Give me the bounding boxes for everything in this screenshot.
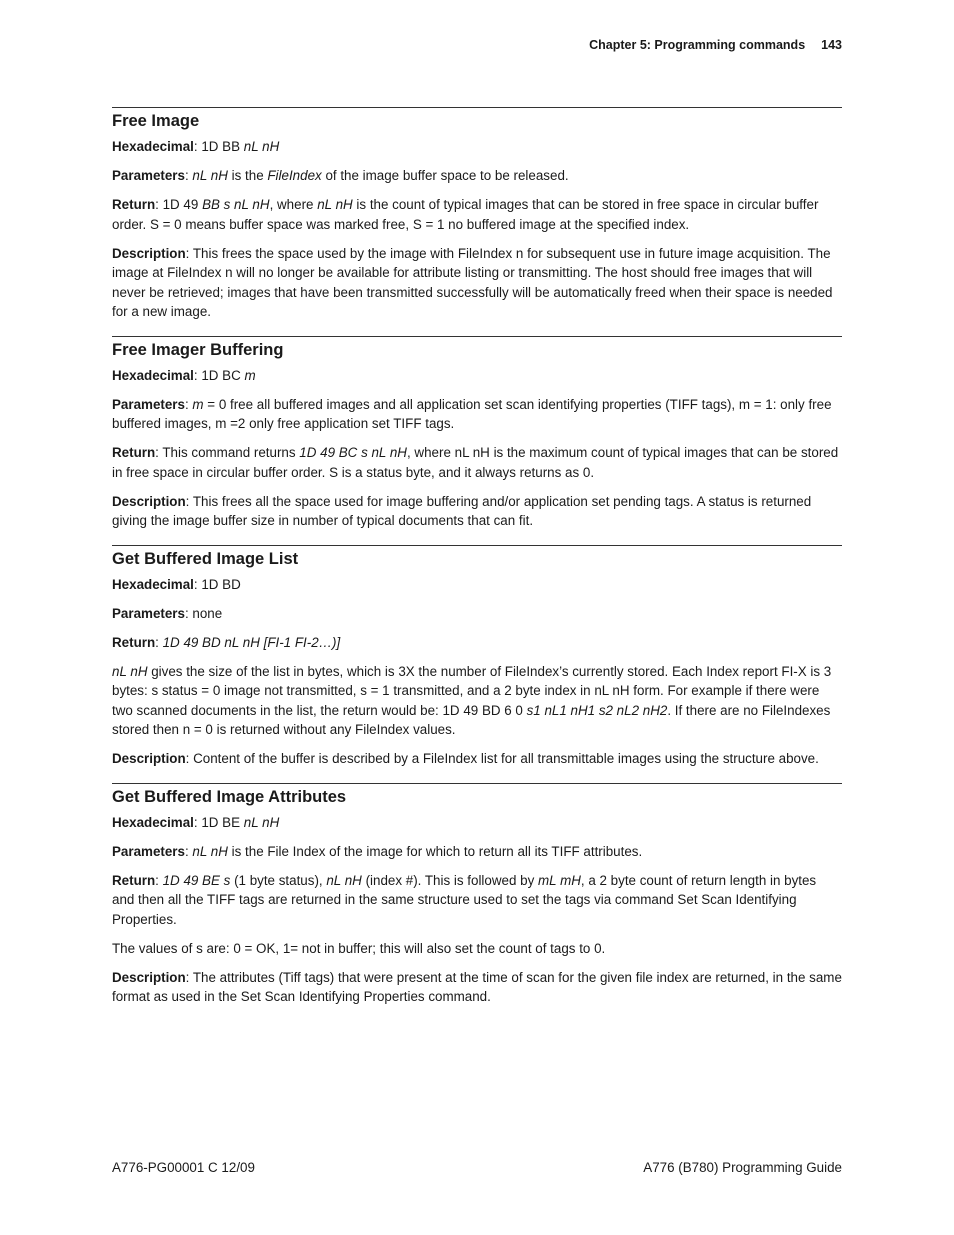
field-label: Description [112, 969, 186, 985]
text-run: : 1D 49 [155, 197, 203, 212]
footer-guide-title: A776 (B780) Programming Guide [643, 1160, 842, 1175]
text-run: . If there are no FileIndexes stored then n = 0 is returned without any FileIndex values. [112, 702, 831, 737]
text-run: = 0 free all buffered images and all application set scan identifying properties (TIFF tags), m = 1: only free buffered images, m =2 only free application set TIFF tags. [112, 396, 832, 431]
text-run: (1 byte status), [230, 872, 327, 888]
field-label: Return [112, 445, 156, 460]
field-label: Description [112, 245, 186, 261]
paragraph [112, 166, 842, 186]
field-label: Parameters [112, 396, 185, 412]
section-free-imager-buffering [112, 336, 842, 531]
text-run: : The attributes (Tiff tags) that were present at the time of scan for the given file index are returned, in the same format as used in the Set Scan Identifying Properties command. [112, 969, 842, 1004]
field-label: Return [112, 197, 156, 212]
text-run: : [184, 396, 193, 412]
italic-term: nL nH [192, 168, 228, 183]
section-title: Free Imager Buffering [112, 340, 284, 359]
paragraph [112, 195, 842, 234]
section-title: Get Buffered Image List [112, 549, 299, 568]
paragraph [112, 575, 842, 595]
italic-term: mL mH [538, 872, 581, 888]
text-run: : This command returns [155, 445, 300, 460]
paragraph [112, 137, 842, 157]
field-label: Parameters [112, 843, 185, 859]
field-label: Hexadecimal [112, 576, 194, 592]
paragraph [112, 968, 842, 1007]
paragraph [112, 871, 842, 930]
section-free-image [112, 107, 842, 322]
text-run: : Content of the buffer is described by a FileIndex list for all transmittable images using the structure above. [185, 751, 819, 766]
section-title: Free Image [112, 112, 200, 130]
italic-term: 1D 49 BE s [162, 872, 231, 888]
section-title: Get Buffered Image Attributes [112, 787, 347, 806]
field-label: Return [112, 872, 156, 888]
text-run: , where nL nH is the maximum count of typical images that can be stored in free space in circular buffer order. S is a status byte, and it always returns as 0. [112, 445, 839, 480]
text-run: : [155, 634, 163, 650]
italic-term: 1D 49 BC s nL nH [299, 445, 407, 460]
text-run: : [184, 843, 193, 859]
italic-term: nL nH [243, 139, 280, 154]
text-run: : This frees the space used by the image with FileIndex n for subsequent use in future image acquisition. The image at FileIndex n will no longer be available for attribute listing or transmitting. The host should free images that will never be retrieved; images that have been transmitted successfully will be automatically freed when their space is needed for a new image. [112, 245, 833, 319]
text-run: (index #). This is followed by [361, 872, 538, 888]
paragraph [112, 443, 842, 482]
text-run: : [184, 168, 193, 183]
text-run: The values of s are: 0 = OK, 1= not in buffer; this will also set the count of tags to 0. [112, 940, 606, 956]
text-run: gives the size of the list in bytes, which is 3X the number of FileIndex’s currently stored. Each Index report FI-X is 3 bytes: s status = 0 image not transmitted, s = 1 transmitted, and a 2 byte index in nL nH form. For example if there were two scanned documents in the list, the return would be: 1D 49 BD 6 0 [112, 663, 832, 718]
section-get-buffered-image-attributes [112, 783, 842, 1007]
text-run: of the image buffer space to be released. [321, 168, 569, 183]
italic-term: s1 nL1 nH1 s2 nL2 nH2 [526, 702, 668, 718]
field-label: Return [112, 634, 156, 650]
italic-term: nL nH [192, 843, 228, 859]
paragraph [112, 395, 842, 434]
italic-term: FileIndex [267, 168, 322, 183]
field-label: Description [112, 493, 186, 509]
italic-term: BB s nL nH [202, 197, 270, 212]
paragraph [112, 939, 842, 959]
italic-term: nL nH [317, 197, 353, 212]
italic-term: nL nH [326, 872, 362, 888]
paragraph [112, 244, 842, 322]
text-run: is the count of typical images that can be stored in free space in circular buffer order. S = 0 means buffer space was marked free, S = 1 no buffered image at the specified index. [112, 197, 819, 232]
text-run: : [155, 872, 163, 888]
paragraph [112, 749, 842, 769]
text-run: , a 2 byte count of return length in bytes and then all the TIFF tags are returned in the same structure used to set the tags via command Set Scan Identifying Properties. [112, 872, 817, 927]
paragraph [112, 813, 842, 833]
paragraph [112, 492, 842, 531]
paragraph [112, 633, 842, 653]
field-label: Hexadecimal [112, 814, 194, 830]
italic-term: m [192, 396, 204, 412]
italic-term: nL nH [243, 814, 280, 830]
text-run: is the File Index of the image for which to return all its TIFF attributes. [227, 843, 643, 859]
field-label: Hexadecimal [112, 367, 194, 383]
page-number: 143 [821, 38, 842, 52]
text-run: : 1D BE [193, 814, 244, 830]
text-run: , where [269, 197, 318, 212]
paragraph [112, 366, 842, 386]
text-run: : 1D BD [193, 576, 241, 592]
field-label: Parameters [112, 168, 185, 183]
italic-term: nL nH [112, 663, 148, 679]
section-get-buffered-image-list [112, 545, 842, 769]
field-label: Hexadecimal [112, 139, 194, 154]
chapter-title: Chapter 5: Programming commands [589, 38, 806, 52]
paragraph [112, 662, 842, 740]
text-run: : none [184, 605, 223, 621]
paragraph [112, 604, 842, 624]
page-header [589, 38, 842, 52]
text-run: : 1D BB [193, 139, 244, 154]
italic-term: m [244, 367, 256, 383]
text-run: is the [227, 168, 268, 183]
field-label: Parameters [112, 605, 185, 621]
paragraph [112, 842, 842, 862]
footer-doc-id: A776-PG00001 C 12/09 [112, 1160, 255, 1175]
text-run: : This frees all the space used for image buffering and/or application set pending tags. A status is returned giving the image buffer size in number of typical documents that can fit. [112, 493, 812, 528]
field-label: Description [112, 751, 186, 766]
italic-term: 1D 49 BD nL nH [FI-1 FI-2…)] [162, 634, 341, 650]
page-content [112, 107, 842, 1021]
text-run: : 1D BC [193, 367, 245, 383]
